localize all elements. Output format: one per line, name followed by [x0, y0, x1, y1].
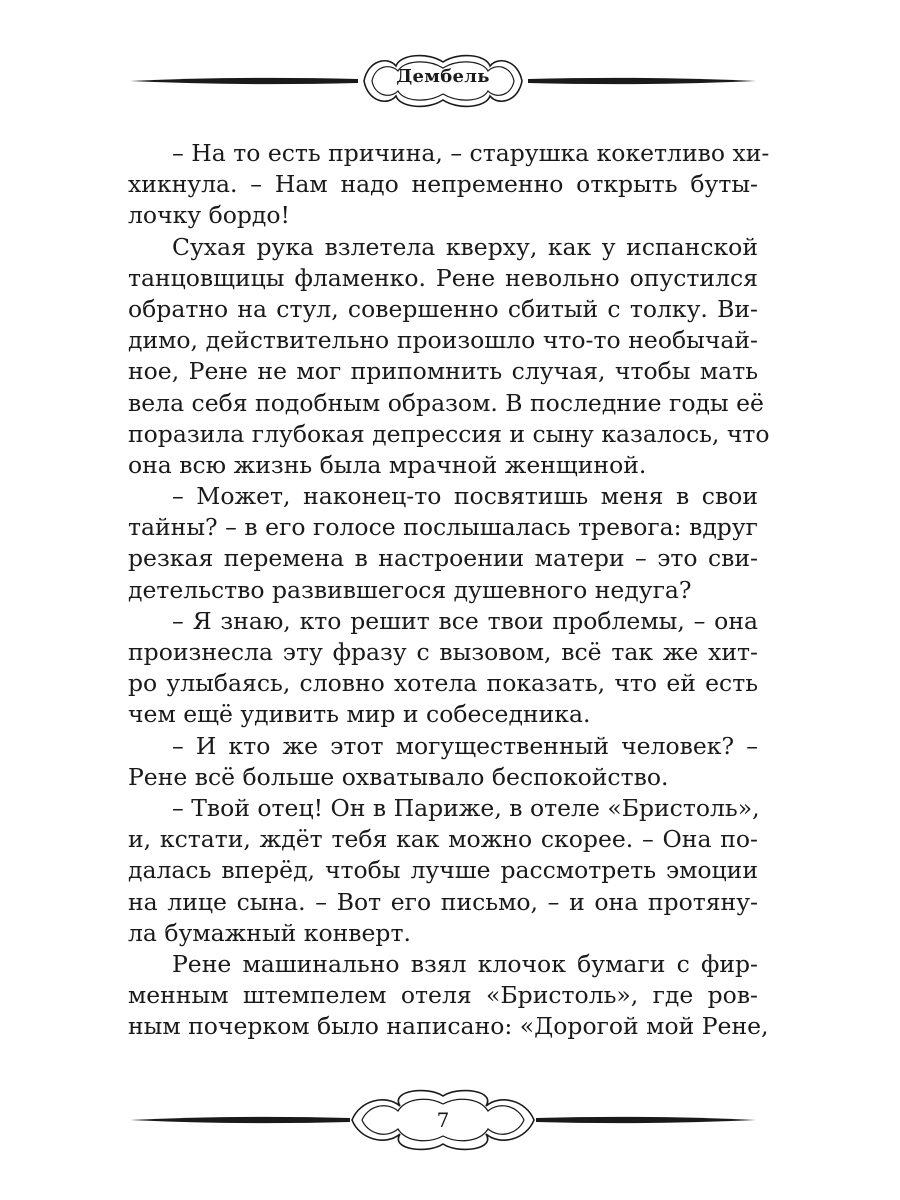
text-line: чем ещё удивить мир и собеседника. — [128, 700, 591, 729]
text-line: – Может, наконец-то посвятишь меня в свои — [172, 482, 758, 511]
running-header — [128, 48, 758, 112]
text-line: менным штемпелем отеля «Бристоль», где ров- — [128, 981, 758, 1010]
text-line: димо, действительно произошло что-то необычай- — [128, 326, 758, 355]
text-line: и, кстати, ждёт тебя как можно скорее. – Она по- — [128, 825, 758, 854]
page-footer — [128, 1086, 758, 1158]
text-line: тайны? – в его голосе послышалась тревога: вдруг — [128, 513, 758, 542]
text-line: – На то есть причина, – старушка кокетливо хи- — [172, 139, 770, 167]
text-line: вела себя подобным образом. В последние годы её — [128, 388, 764, 417]
text-line: на лице сына. – Вот его письмо, – и она протяну- — [128, 887, 758, 916]
text-line: Сухая рука взлетела кверху, как у испанской — [172, 232, 758, 261]
text-line: далась вперёд, чтобы лучше рассмотреть эмоции — [128, 856, 758, 885]
text-line: ро улыбаясь, словно хотела показать, что ей есть — [128, 669, 758, 698]
text-line: – Твой отец! Он в Париже, в отеле «Бристоль», — [172, 793, 760, 822]
text-line: детельство развившегося душевного недуга? — [128, 575, 692, 604]
text-line: ла бумажный конверт. — [128, 918, 411, 947]
text-line: она всю жизнь была мрачной женщиной. — [128, 450, 647, 479]
text-line: обратно на стул, совершенно сбитый с толку. Ви- — [128, 294, 758, 323]
page-number: 7 — [436, 1108, 450, 1132]
text-line: хикнула. – Нам надо непременно открыть буты- — [128, 170, 758, 199]
text-line: поразила глубокая депрессия и сыну казалось, что — [128, 419, 770, 448]
text-line: лочку бордо! — [128, 201, 290, 230]
text-line: Рене всё больше охватывало беспокойство. — [128, 762, 669, 791]
page-body — [128, 138, 770, 1042]
text-line: резкая перемена в настроении матери – это сви- — [128, 544, 758, 573]
text-line: ным почерком было написано: «Дорогой мой Рене, — [128, 1012, 769, 1041]
running-title: Дембель — [396, 66, 490, 87]
text-line: Рене машинально взял клочок бумаги с фир- — [172, 949, 758, 978]
text-line: – Я знаю, кто решит все твои проблемы, – она — [172, 606, 758, 635]
text-line: – И кто же этот могущественный человек? – — [172, 731, 758, 760]
text-line: произнесла эту фразу с вызовом, всё так же хит- — [128, 638, 758, 666]
text-line: ное, Рене не мог припомнить случая, чтобы мать — [128, 357, 758, 386]
text-line: танцовщицы фламенко. Рене невольно опустился — [128, 263, 758, 292]
